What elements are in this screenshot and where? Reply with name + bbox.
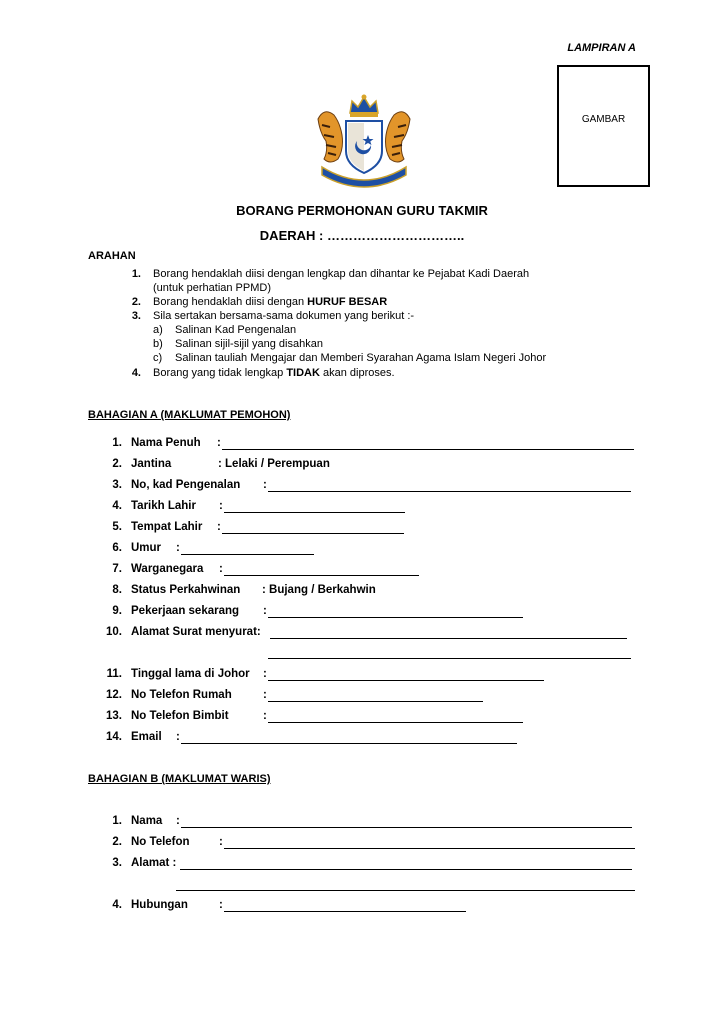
instruction-text: Salinan sijil-sijil yang disahkan (175, 338, 323, 350)
instruction-num: 2. (131, 296, 141, 308)
instruction-subnum: b) (153, 338, 163, 350)
photo-label: GAMBAR (581, 114, 626, 125)
alamat-input-line-1[interactable] (270, 638, 627, 639)
form-title: BORANG PERMOHONAN GURU TAKMIR (236, 203, 488, 218)
tinggal-lama-input-line[interactable] (268, 680, 544, 681)
field-label: Warganegara (131, 563, 204, 575)
jantina-options[interactable]: : Lelaki / Perempuan (218, 458, 330, 470)
instruction-num: 1. (131, 268, 141, 280)
waris-nama-input-line[interactable] (181, 827, 632, 828)
alamat-input-line-2[interactable] (268, 658, 631, 659)
bahagian-b-heading: BAHAGIAN B (MAKLUMAT WARIS) (88, 773, 271, 785)
umur-input-line[interactable] (181, 554, 314, 555)
field-label: Email (131, 731, 162, 743)
field-label: No Telefon Bimbit (131, 710, 229, 722)
instruction-subnum: a) (153, 324, 163, 336)
lampiran-label: LAMPIRAN A (567, 42, 636, 54)
field-label: Tempat Lahir (131, 521, 203, 533)
field-label: No Telefon (131, 836, 190, 848)
field-label: Umur (131, 542, 162, 554)
waris-alamat-input-line-2[interactable] (176, 890, 635, 891)
instruction-text: Salinan Kad Pengenalan (175, 324, 297, 336)
photo-box (557, 65, 650, 187)
field-label: Nama Penuh (131, 437, 201, 449)
field-label: Alamat : (131, 857, 177, 869)
field-label: Hubungan (131, 899, 188, 911)
field-label: Status Perkahwinan (131, 584, 241, 596)
tarikh-lahir-input-line[interactable] (224, 512, 405, 513)
arahan-heading: ARAHAN (88, 250, 136, 262)
field-label: Jantina (131, 458, 172, 470)
kad-pengenalan-input-line[interactable] (268, 491, 631, 492)
daerah-title: DAERAH : ………………………….. (259, 228, 465, 243)
waris-hubungan-input-line[interactable] (224, 911, 466, 912)
instruction-subnum: c) (153, 352, 163, 364)
instruction-text: (untuk perhatian PPMD) (153, 282, 271, 294)
email-input-line[interactable] (181, 743, 517, 744)
bahagian-a-heading: BAHAGIAN A (MAKLUMAT PEMOHON) (88, 409, 291, 421)
field-label: Tinggal lama di Johor (131, 668, 250, 680)
field-label: No Telefon Rumah (131, 689, 232, 701)
johor-crest-logo (308, 93, 420, 193)
field-label: Nama (131, 815, 163, 827)
instruction-num: 4. (131, 367, 141, 379)
telefon-rumah-input-line[interactable] (268, 701, 483, 702)
field-label: Pekerjaan sekarang (131, 605, 240, 617)
instruction-num: 3. (131, 310, 141, 322)
tiger-left-icon (318, 112, 343, 162)
tempat-lahir-input-line[interactable] (222, 533, 404, 534)
field-label: Tarikh Lahir (131, 500, 196, 512)
field-label: No, kad Pengenalan (131, 479, 241, 491)
tiger-right-icon (386, 112, 411, 162)
pekerjaan-input-line[interactable] (268, 617, 523, 618)
status-options[interactable]: : Bujang / Berkahwin (262, 584, 376, 596)
nama-penuh-input-line[interactable] (222, 449, 634, 450)
instruction-text: Borang yang tidak lengkap TIDAK akan diproses. (153, 367, 395, 379)
field-label: Alamat Surat menyurat: (131, 626, 261, 638)
instruction-text: Borang hendaklah diisi dengan lengkap dan dihantar ke Pejabat Kadi Daerah (153, 268, 530, 280)
warganegara-input-line[interactable] (224, 575, 419, 576)
crown-icon (350, 95, 378, 118)
instruction-text: Salinan tauliah Mengajar dan Memberi Syarahan Agama Islam Negeri Johor (175, 352, 547, 364)
instruction-text: Borang hendaklah diisi dengan HURUF BESAR (153, 296, 388, 308)
telefon-bimbit-input-line[interactable] (268, 722, 523, 723)
waris-telefon-input-line[interactable] (224, 848, 635, 849)
waris-alamat-input-line-1[interactable] (180, 869, 632, 870)
instruction-text: Sila sertakan bersama-sama dokumen yang berikut :- (153, 310, 415, 322)
